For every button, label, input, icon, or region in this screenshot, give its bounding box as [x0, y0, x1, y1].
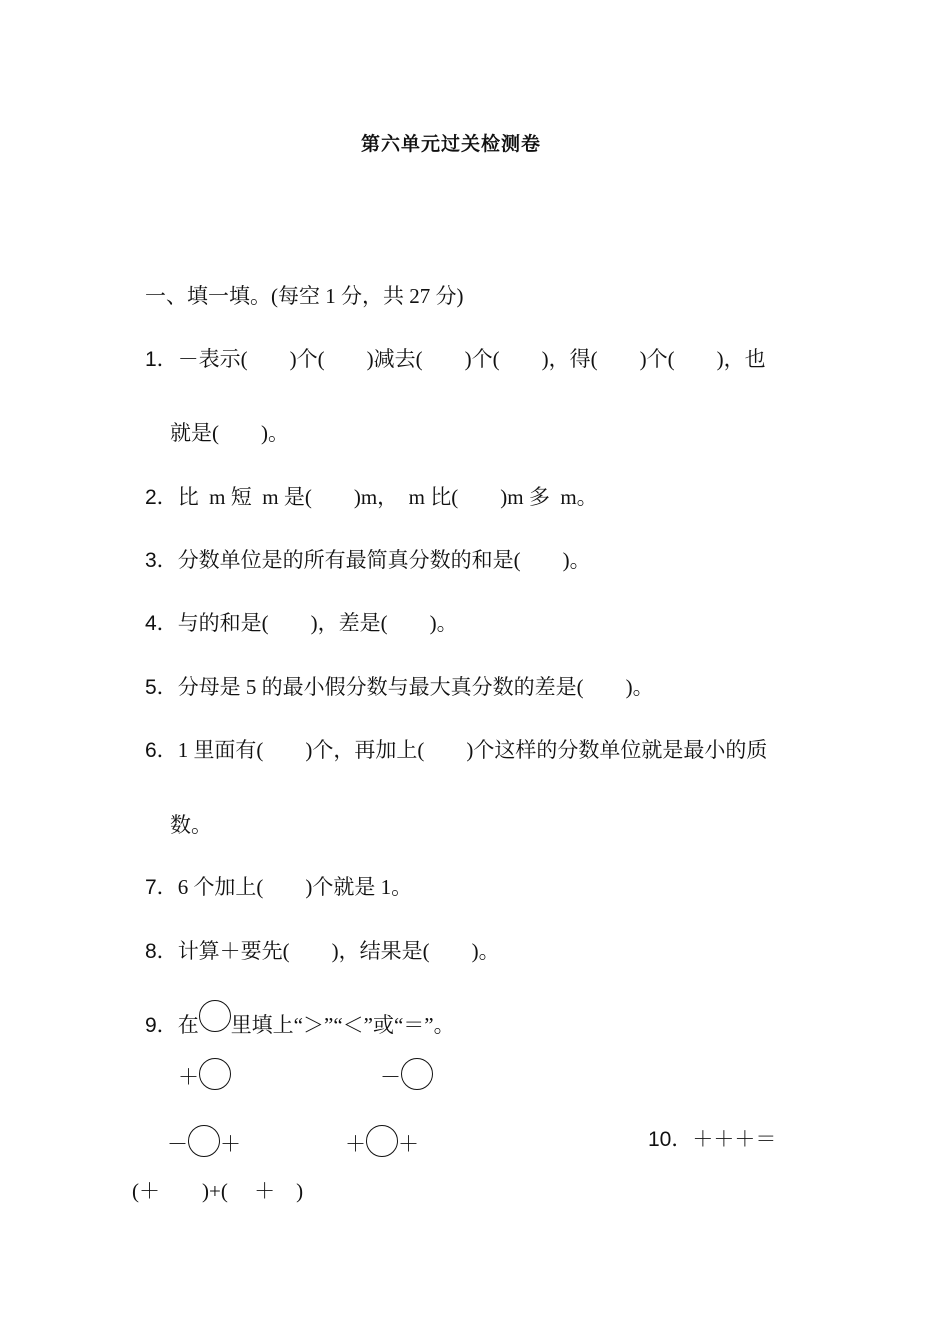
question-1 [145, 345, 766, 374]
question-7 [145, 873, 412, 902]
question-number: 4． [145, 612, 178, 635]
question-text: 计算＋要先( )，结果是( )。 [177, 939, 500, 963]
question-3 [145, 546, 591, 575]
question-text: ＋＋＋＝ [692, 1127, 777, 1151]
question-6-continued: 数。 [170, 813, 212, 837]
question-number: 8． [145, 940, 178, 963]
question-number: 2． [145, 486, 178, 509]
question-text: 分母是 5 的最小假分数与最大真分数的差是( )。 [177, 675, 654, 699]
question-number: 9． [145, 1014, 178, 1037]
answer-circle-icon [199, 1058, 231, 1090]
question-6 [145, 736, 767, 765]
question-10-continued: (＋ )+( ＋ ) [132, 1179, 304, 1203]
question-5 [145, 673, 654, 702]
compare-item-d [345, 1125, 419, 1158]
compare-item-b [380, 1058, 433, 1091]
operator-sign: － [167, 1132, 188, 1156]
question-number: 3． [145, 549, 178, 572]
question-text: 1 里面有( )个，再加上( )个这样的分数单位就是最小的质 [177, 738, 768, 762]
question-text-before: 在 [177, 1013, 199, 1037]
question-10 [648, 1125, 776, 1154]
operator-sign: ＋ [220, 1132, 241, 1156]
question-number: 1． [145, 348, 178, 371]
question-text: 6 个加上( )个就是 1。 [177, 875, 413, 899]
operator-sign: ＋ [398, 1132, 419, 1156]
question-text: －表示( )个( )减去( )个( )，得( )个( )，也 [177, 347, 766, 371]
operator-sign: － [380, 1065, 401, 1089]
answer-circle-icon [199, 1000, 231, 1032]
question-4 [145, 609, 458, 638]
question-text: 与的和是( )，差是( )。 [177, 611, 458, 635]
question-2 [145, 483, 598, 512]
compare-item-a [178, 1058, 231, 1091]
question-8 [145, 937, 500, 966]
question-number: 6． [145, 739, 178, 762]
question-number: 5． [145, 676, 178, 699]
answer-circle-icon [188, 1125, 220, 1157]
section-heading: 一、填一填。(每空 1 分，共 27 分) [145, 284, 464, 308]
question-9 [145, 1000, 455, 1040]
question-number: 10． [648, 1128, 693, 1151]
answer-circle-icon [366, 1125, 398, 1157]
page-title: 第六单元过关检测卷 [361, 134, 542, 155]
operator-sign: ＋ [178, 1065, 199, 1089]
question-number: 7． [145, 876, 178, 899]
question-text: 分数单位是的所有最简真分数的和是( )。 [177, 548, 591, 572]
question-text: 比 m 短 m 是( )m， m 比( )m 多 m。 [177, 485, 598, 509]
operator-sign: ＋ [345, 1132, 366, 1156]
compare-item-c [167, 1125, 241, 1158]
question-text-after: 里填上“＞”“＜”或“＝”。 [230, 1013, 455, 1037]
question-1-continued: 就是( )。 [170, 421, 289, 445]
answer-circle-icon [401, 1058, 433, 1090]
